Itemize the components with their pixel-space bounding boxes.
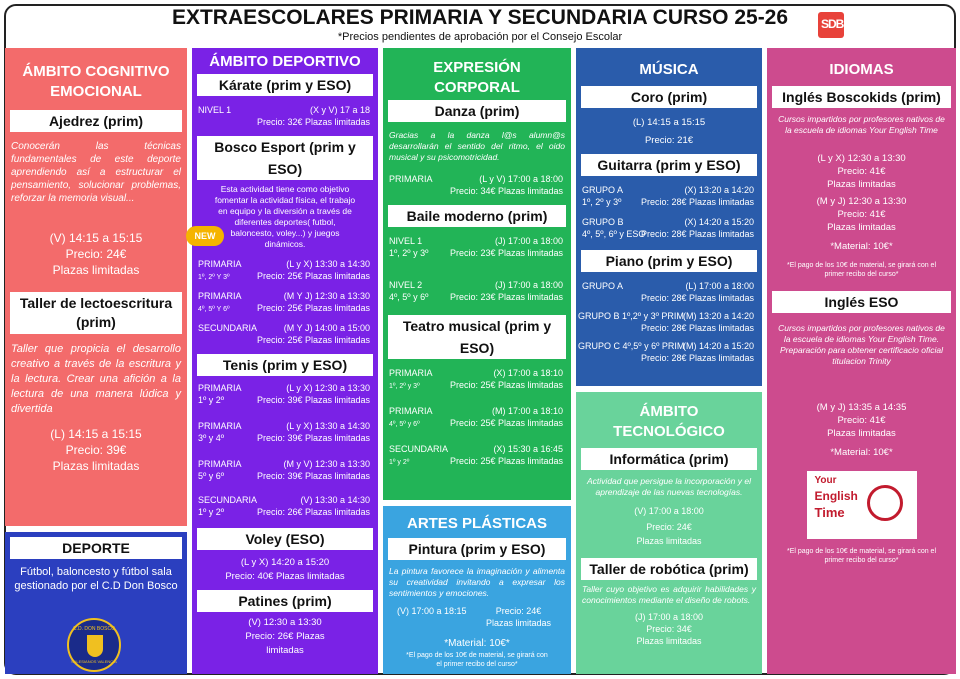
teatro-price-2: Precio: 25€ Plazas limitadas xyxy=(449,418,563,428)
robotica-time: (J) 17:00 a 18:00 xyxy=(634,612,704,622)
baile-price-1: Precio: 23€ Plazas limitadas xyxy=(449,248,563,258)
kids-price-1: Precio: 41€ xyxy=(837,166,886,177)
kids-limit-2: Plazas limitadas xyxy=(827,222,896,233)
esport-group-3 xyxy=(198,322,257,334)
baile-group-2-sub: 4º, 5º y 6º xyxy=(389,292,429,302)
teatro-info-1 xyxy=(450,367,563,391)
badge-bottom-text: SALESIANOS VALENCIA xyxy=(71,659,117,664)
esport-row-3 xyxy=(192,322,378,346)
piano-row-3 xyxy=(576,340,762,364)
ajedrez-title: Ajedrez (prim) xyxy=(10,110,182,132)
tenis-group-3 xyxy=(198,458,242,482)
esport-row-2 xyxy=(192,290,378,314)
danza-info xyxy=(450,173,563,197)
ajedrez-price: Precio: 24€ xyxy=(65,247,127,261)
esport-time-3: (M Y J) 14:00 a 15:00 xyxy=(283,323,370,333)
baile-row-1 xyxy=(383,235,571,259)
guitarra-time-2: (X) 14:20 a 15:20 xyxy=(684,217,754,227)
piano-price-1: Precio: 28€ Plazas limitadas xyxy=(640,293,754,303)
teatro-row-1 xyxy=(383,367,571,391)
piano-time-3: (M) 14:20 a 15:20 xyxy=(682,341,754,351)
cd-don-bosco-badge xyxy=(67,618,121,672)
teatro-price-1: Precio: 25€ Plazas limitadas xyxy=(449,380,563,390)
col-cognitivo xyxy=(5,48,187,526)
danza-title: Danza (prim) xyxy=(388,100,566,122)
teatro-group-3-sub: 1º y 2º xyxy=(389,459,410,466)
esport-time-2: (M Y J) 12:30 a 13:30 xyxy=(283,291,370,301)
karate-price: Precio: 32€ Plazas limitadas xyxy=(256,117,370,127)
pintura-row xyxy=(383,605,571,629)
teatro-group-1-sub: 1º, 2º y 3º xyxy=(389,383,420,390)
tenis-group-2-name: PRIMARIA xyxy=(198,421,242,431)
tenis-info-4 xyxy=(257,494,370,518)
piano-group-2: GRUPO B 1º,2º y 3º PRIM xyxy=(578,311,684,321)
patines-limit: limitadas xyxy=(266,645,304,656)
guitarra-group-2-sub: 4º, 5º, 6º y ESO xyxy=(582,229,646,239)
teatro-time-2: (M) 17:00 a 18:10 xyxy=(491,406,563,416)
kids-price-2: Precio: 41€ xyxy=(837,209,886,220)
kids-material: *Material: 10€* xyxy=(830,241,893,252)
esport-group-3-name: SECUNDARIA xyxy=(198,323,258,333)
tenis-info-1 xyxy=(257,382,370,406)
guitarra-price-1: Precio: 28€ Plazas limitadas xyxy=(640,197,754,207)
teatro-title: Teatro musical (prim y ESO) xyxy=(388,315,566,359)
col-expresion-heading: EXPRESIÓN CORPORAL xyxy=(433,59,521,96)
lecto-limit: Plazas limitadas xyxy=(52,459,140,473)
karate-time-price xyxy=(257,104,370,128)
esport-rows xyxy=(192,258,378,346)
piano-price-2: Precio: 28€ Plazas limitadas xyxy=(640,323,754,333)
tenis-row-4 xyxy=(192,494,378,524)
esport-group-1-sub: 1º, 2º Y 3º xyxy=(198,274,230,281)
teatro-time-3: (X) 15:30 a 16:45 xyxy=(493,444,563,454)
page-title: EXTRAESCOLARES PRIMARIA Y SECUNDARIA CURSO 25-26 xyxy=(171,6,789,29)
baile-info-2 xyxy=(450,279,563,303)
teatro-group-2 xyxy=(389,405,433,431)
esport-desc: Esta actividad tiene como objetivo fomentar la actividad física, el trabajo en equipo y la diversión a través de diferentes deportes( futbol, baloncesto, voley...) y juegos dinámicos. xyxy=(214,184,356,249)
baile-title: Baile moderno (prim) xyxy=(388,205,566,227)
tenis-group-2-sub: 3º y 4º xyxy=(198,433,225,443)
tenis-time-2: (L y X) 13:30 a 14:30 xyxy=(286,421,370,431)
esport-info-3 xyxy=(257,322,370,346)
tenis-group-3-sub: 5º y 6º xyxy=(198,471,225,481)
guitarra-group-1-sub: 1º, 2º y 3º xyxy=(582,197,622,207)
baile-group-1-name: NIVEL 1 xyxy=(389,236,423,246)
col-idiomas-heading: IDIOMAS xyxy=(829,61,894,78)
piano-info-2 xyxy=(641,310,754,334)
logo-text: SDB xyxy=(821,17,844,31)
guitarra-price-2: Precio: 28€ Plazas limitadas xyxy=(640,229,754,239)
guitarra-group-2 xyxy=(582,216,645,240)
teatro-group-3 xyxy=(389,443,448,469)
karate-row xyxy=(192,104,378,128)
pintura-desc: La pintura favorece la imaginación y alimenta su creatividad invitando a expresar los sentimientos y emociones. xyxy=(389,566,565,598)
eso-note: *El pago de los 10€ de material, se girará con el primer recibo del curso* xyxy=(786,548,937,564)
danza-row xyxy=(383,173,571,197)
teatro-group-2-sub: 4º, 5º y 6º xyxy=(389,421,420,428)
col-idiomas xyxy=(767,48,956,674)
tenis-price-4: Precio: 26€ Plazas limitadas xyxy=(256,507,370,517)
tenis-rows xyxy=(192,382,378,524)
teatro-row-2 xyxy=(383,405,571,429)
teatro-info-2 xyxy=(450,405,563,429)
col-cognitivo-heading: ÁMBITO COGNITIVO EMOCIONAL xyxy=(22,63,170,100)
teatro-group-3-name: SECUNDARIA xyxy=(389,444,449,454)
piano-info-3 xyxy=(641,340,754,364)
school-logo xyxy=(818,12,844,38)
informatica-desc: Actividad que persigue la incorporación y el aprendizaje de las nuevas tecnologías. xyxy=(587,476,751,497)
eso-title: Inglés ESO xyxy=(772,291,951,313)
teatro-group-1 xyxy=(389,367,433,393)
kids-limit-1: Plazas limitadas xyxy=(827,179,896,190)
informatica-limit: Plazas limitadas xyxy=(636,536,702,546)
teatro-info-3 xyxy=(450,443,563,467)
yet-logo-line-1: Your xyxy=(814,475,837,486)
tenis-price-2: Precio: 39€ Plazas limitadas xyxy=(256,433,370,443)
informatica-price: Precio: 24€ xyxy=(646,522,692,532)
esport-price-1: Precio: 25€ Plazas limitadas xyxy=(256,271,370,281)
guitarra-info-2 xyxy=(641,216,754,240)
baile-group-2-name: NIVEL 2 xyxy=(389,280,423,290)
baile-group-1 xyxy=(389,235,428,259)
col-artes-heading: ARTES PLÁSTICAS xyxy=(406,515,547,532)
col-musica-heading: MÚSICA xyxy=(639,61,699,78)
col-expresion xyxy=(383,48,571,500)
informatica-time: (V) 17:00 a 18:00 xyxy=(634,506,704,516)
esport-group-1 xyxy=(198,258,242,284)
tenis-time-4: (V) 13:30 a 14:30 xyxy=(300,495,370,505)
ajedrez-time: (V) 14:15 a 15:15 xyxy=(49,231,143,245)
guitarra-row-2 xyxy=(576,216,762,240)
lecto-title: Taller de lectoescritura (prim) xyxy=(10,292,182,334)
badge-top-text: C.D. DON BOSCO xyxy=(73,626,115,632)
teatro-group-1-name: PRIMARIA xyxy=(389,368,433,378)
karate-level: NIVEL 1 xyxy=(198,105,232,115)
tenis-group-2 xyxy=(198,420,242,444)
baile-row-2 xyxy=(383,279,571,303)
page-subtitle: *Precios pendientes de aprobación por el Consejo Escolar xyxy=(337,31,623,43)
voley-title: Voley (ESO) xyxy=(197,528,373,550)
esport-title: Bosco Esport (prim y ESO) xyxy=(197,136,373,180)
ajedrez-desc: Conocerán las técnicas fundamentales de este deporte aprendiendo así a estructurar el pensamiento, solucionar problemas, reforzar la memoria visual... xyxy=(11,141,181,204)
lecto-desc: Taller que propicia el desarrollo creativo a través de la escritura y la lectura. Crear una afición a la lectura de una manera lúdica y divertida xyxy=(11,343,181,415)
guitarra-title: Guitarra (prim y ESO) xyxy=(581,154,757,176)
tenis-price-1: Precio: 39€ Plazas limitadas xyxy=(256,395,370,405)
tenis-row-1 xyxy=(192,382,378,412)
tenis-info-2 xyxy=(257,420,370,444)
eso-limit: Plazas limitadas xyxy=(827,428,896,439)
col-artes xyxy=(383,506,571,674)
piano-row-2 xyxy=(576,310,762,334)
piano-row-1 xyxy=(576,280,762,304)
col-deportivo-heading: ÁMBITO DEPORTIVO xyxy=(209,53,361,70)
col-deportivo xyxy=(192,48,378,674)
danza-desc: Gracias a la danza l@s alumn@s desarrollarán el sentido del ritmo, el oido musical y su psicomotricidad. xyxy=(389,130,565,162)
kids-note: *El pago de los 10€ de material, se girará con el primer recibo del curso* xyxy=(786,262,937,278)
tenis-group-4 xyxy=(198,494,257,518)
esport-row-1 xyxy=(192,258,378,282)
kids-desc: Cursos impartidos por profesores nativos de la escuela de idiomas Your English Time xyxy=(778,114,945,135)
tenis-group-3-name: PRIMARIA xyxy=(198,459,242,469)
guitarra-group-1 xyxy=(582,184,623,208)
pintura-price: Precio: 24€ xyxy=(495,606,542,616)
deporte-box xyxy=(5,532,187,674)
teatro-row-3 xyxy=(383,443,571,467)
teatro-price-3: Precio: 25€ Plazas limitadas xyxy=(449,456,563,466)
karate-time: (X y V) 17 a 18 xyxy=(309,105,370,115)
baile-time-1: (J) 17:00 a 18:00 xyxy=(494,236,563,246)
ajedrez-limit: Plazas limitadas xyxy=(52,263,140,277)
guitarra-time-1: (X) 13:20 a 14:20 xyxy=(684,185,754,195)
eso-price: Precio: 41€ xyxy=(837,415,886,426)
esport-price-2: Precio: 25€ Plazas limitadas xyxy=(256,303,370,313)
piano-time-2: (M) 13:20 a 14:20 xyxy=(682,311,754,321)
your-english-time-logo xyxy=(807,471,917,539)
esport-group-2-sub: 4º, 5º Y 6º xyxy=(198,306,230,313)
kids-title: Inglés Boscokids (prim) xyxy=(772,86,951,108)
guitarra-row-1 xyxy=(576,184,762,208)
pintura-info xyxy=(486,605,551,629)
esport-info-2 xyxy=(257,290,370,314)
coro-price: Precio: 21€ xyxy=(644,135,694,146)
tenis-group-4-name: SECUNDARIA xyxy=(198,495,258,505)
col-musica xyxy=(576,48,762,386)
karate-title: Kárate (prim y ESO) xyxy=(197,74,373,96)
piano-info-1 xyxy=(641,280,754,304)
col-tecnologico xyxy=(576,392,762,674)
pintura-title: Pintura (prim y ESO) xyxy=(388,538,566,560)
esport-price-3: Precio: 25€ Plazas limitadas xyxy=(256,335,370,345)
esport-group-2 xyxy=(198,290,242,316)
col-tecnologico-heading: ÁMBITO TECNOLÓGICO xyxy=(613,403,725,440)
piano-time-1: (L) 17:00 a 18:00 xyxy=(685,281,754,291)
guitarra-info-1 xyxy=(641,184,754,208)
deporte-title: DEPORTE xyxy=(10,537,182,559)
eso-time: (M y J) 13:35 a 14:35 xyxy=(816,402,907,413)
yet-logo-line-3: Time xyxy=(814,505,845,520)
danza-group: PRIMARIA xyxy=(389,174,433,184)
pintura-time: (V) 17:00 a 18:15 xyxy=(397,606,467,616)
patines-time: (V) 12:30 a 13:30 xyxy=(248,617,322,628)
tenis-group-1 xyxy=(198,382,242,406)
tenis-row-3 xyxy=(192,458,378,488)
danza-time: (L y V) 17:00 a 18:00 xyxy=(479,174,563,184)
piano-title: Piano (prim y ESO) xyxy=(581,250,757,272)
patines-title: Patines (prim) xyxy=(197,590,373,612)
lecto-time: (L) 14:15 a 15:15 xyxy=(50,427,142,441)
informatica-title: Informática (prim) xyxy=(581,448,757,470)
patines-price: Precio: 26€ Plazas xyxy=(245,631,325,642)
robotica-price: Precio: 34€ xyxy=(646,624,692,634)
baile-price-2: Precio: 23€ Plazas limitadas xyxy=(449,292,563,302)
yet-logo-line-2: English xyxy=(814,489,858,503)
baile-info-1 xyxy=(450,235,563,259)
eso-material: *Material: 10€* xyxy=(830,447,893,458)
deporte-text: Fútbol, baloncesto y fútbol sala gestionado por el C.D Don Bosco xyxy=(14,566,178,592)
piano-group-1: GRUPO A xyxy=(582,281,624,291)
tenis-group-4-sub: 1º y 2º xyxy=(198,507,225,517)
new-badge: NEW xyxy=(186,226,224,246)
robotica-desc: Taller cuyo objetivo es adquirir habilidades y conocimientos mediante el diseño de robots. xyxy=(582,584,756,605)
robotica-title: Taller de robótica (prim) xyxy=(581,558,757,580)
esport-group-1-name: PRIMARIA xyxy=(198,259,242,269)
esport-info-1 xyxy=(257,258,370,282)
kids-time-1: (L y X) 12:30 a 13:30 xyxy=(817,153,906,164)
baile-group-2 xyxy=(389,279,428,303)
badge-shield-icon xyxy=(87,635,103,657)
tenis-group-1-name: PRIMARIA xyxy=(198,383,242,393)
baile-time-2: (J) 17:00 a 18:00 xyxy=(494,280,563,290)
esport-group-2-name: PRIMARIA xyxy=(198,291,242,301)
lecto-price: Precio: 39€ xyxy=(65,443,127,457)
teatro-group-2-name: PRIMARIA xyxy=(389,406,433,416)
danza-price: Precio: 34€ Plazas limitadas xyxy=(449,186,563,196)
guitarra-group-2-name: GRUPO B xyxy=(582,217,624,227)
tenis-time-3: (M y V) 12:30 a 13:30 xyxy=(283,459,370,469)
baile-group-1-sub: 1º, 2º y 3º xyxy=(389,248,429,258)
pintura-limit: Plazas limitadas xyxy=(485,618,551,628)
eso-desc: Cursos impartidos por profesores nativos de la escuela de idiomas Your English Time. Preparación para obtener certificacio oficial titulacion Trinity xyxy=(778,323,945,366)
voley-price: Precio: 40€ Plazas limitadas xyxy=(225,571,345,582)
piano-group-3: GRUPO C 4º,5º y 6º PRIM xyxy=(578,341,685,351)
tenis-info-3 xyxy=(257,458,370,482)
tenis-time-1: (L y X) 12:30 a 13:30 xyxy=(286,383,370,393)
tenis-group-1-sub: 1º y 2º xyxy=(198,395,225,405)
guitarra-group-1-name: GRUPO A xyxy=(582,185,624,195)
clock-icon xyxy=(867,485,903,521)
tenis-row-2 xyxy=(192,420,378,450)
pintura-note: *El pago de los 10€ de material, se girará con el primer recibo del curso* xyxy=(406,652,548,668)
esport-time-1: (L y X) 13:30 a 14:30 xyxy=(286,259,370,269)
robotica-limit: Plazas limitadas xyxy=(636,636,702,646)
coro-title: Coro (prim) xyxy=(581,86,757,108)
tenis-price-3: Precio: 39€ Plazas limitadas xyxy=(256,471,370,481)
teatro-time-1: (X) 17:00 a 18:10 xyxy=(493,368,563,378)
pintura-material: *Material: 10€* xyxy=(444,638,510,649)
coro-time: (L) 14:15 a 15:15 xyxy=(632,117,706,128)
tenis-title: Tenis (prim y ESO) xyxy=(197,354,373,376)
kids-time-2: (M y J) 12:30 a 13:30 xyxy=(816,196,907,207)
piano-price-3: Precio: 28€ Plazas limitadas xyxy=(640,353,754,363)
voley-time: (L y X) 14:20 a 15:20 xyxy=(240,557,330,568)
